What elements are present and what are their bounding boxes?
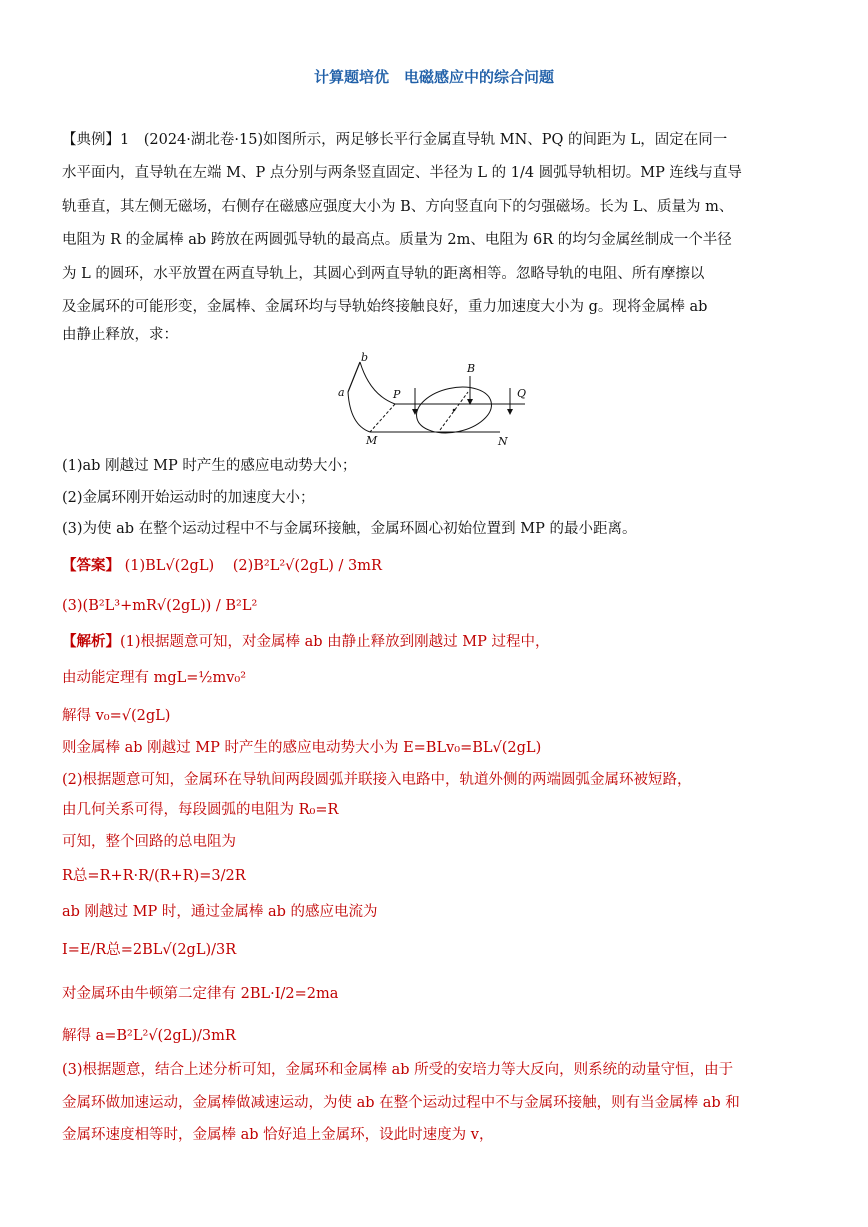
analysis-line-9: ab 刚越过 MP 时，通过金属棒 ab 的感应电流为 (62, 904, 378, 920)
answer-1: (1)BL√(2gL) (124, 558, 215, 574)
problem-line-6: 及金属环的可能形变，金属棒、金属环均与导轨始终接触良好，重力加速度大小为 g。现将金属棒 ab (62, 299, 708, 315)
question-1: (1)ab 刚越过 MP 时产生的感应电动势大小； (62, 458, 357, 474)
analysis-line-3: 解得 v₀=√(2gL) (62, 708, 171, 724)
label-p: P (393, 388, 401, 401)
label-n: N (498, 435, 508, 448)
label-b: b (361, 351, 369, 364)
analysis-line-6: 由几何关系可得，每段圆弧的电阻为 R₀=R (62, 802, 339, 818)
analysis-line-10: I=E/R总=2BL√(2gL)/3R (62, 942, 237, 958)
question-2: (2)金属环刚开始运动时的加速度大小； (62, 490, 315, 506)
answer-row (62, 556, 382, 576)
rod-ab (348, 362, 360, 392)
page-title: 计算题培优 电磁感应中的综合问题 (313, 68, 554, 86)
label-m: M (366, 434, 378, 447)
analysis-line-14: 金属环做加速运动，金属棒做减速运动，为使 ab 在整个运动过程中不与金属环接触，则有当金属棒 ab 和 (62, 1095, 740, 1111)
line-mp (370, 404, 395, 432)
answer-label: 【答案】 (62, 557, 120, 574)
arc-b (360, 362, 395, 404)
label-field-b: B (467, 362, 476, 375)
analysis-line-7: 可知，整个回路的总电阻为 (62, 834, 236, 850)
ring-center (453, 409, 456, 412)
problem-line-2: 水平面内，直导轨在左端 M、P 点分别与两条竖直固定、半径为 L 的 1/4 圆弧导轨相切。MP 连线与直导 (62, 165, 742, 181)
problem-line-5: 为 L 的圆环，水平放置在两直导轨上，其圆心到两直导轨的距离相等。忽略导轨的电阻、所有摩擦以 (62, 266, 705, 282)
answer-2: (2)B²L²√(2gL) / 3mR (232, 558, 382, 574)
label-a: a (338, 386, 345, 399)
analysis-line-15: 金属环速度相等时，金属棒 ab 恰好追上金属环，设此时速度为 v， (62, 1127, 494, 1143)
analysis-line-12: 解得 a=B²L²√(2gL)/3mR (62, 1028, 236, 1044)
analysis-line-11: 对金属环由牛顿第二定律有 2BL·I/2=2ma (62, 986, 339, 1002)
analysis-line-4: 则金属棒 ab 刚越过 MP 时产生的感应电动势大小为 E=BLv₀=BL√(2gL) (62, 740, 542, 756)
problem-line-7: 由静止释放，求： (62, 327, 178, 343)
question-3: (3)为使 ab 在整个运动过程中不与金属环接触，金属环圆心初始位置到 MP 的最小距离。 (62, 521, 637, 537)
problem-line-4: 电阻为 R 的金属棒 ab 跨放在两圆弧导轨的最高点。质量为 2m、电阻为 6R 的均匀金属丝制成一个半径 (62, 232, 732, 248)
analysis-line-5: (2)根据题意可知，金属环在导轨间两段圆弧并联接入电路中，轨道外侧的两端圆弧金属环被短路， (62, 772, 692, 788)
rail-diagram (330, 350, 550, 450)
analysis-line-1: 【解析】(1)根据题意可知，对金属棒 ab 由静止释放到刚越过 MP 过程中， (62, 633, 550, 650)
label-q: Q (517, 387, 527, 400)
analysis-line-13: (3)根据题意，结合上述分析可知，金属环和金属棒 ab 所受的安培力等大反向，则系统的动量守恒，由于 (62, 1062, 734, 1078)
arc-a (348, 392, 370, 432)
answer-3: (3)(B²L³+mR√(2gL)) / B²L² (62, 598, 258, 614)
analysis-line-8: R总=R+R·R/(R+R)=3/2R (62, 868, 246, 884)
analysis-label: 【解析】 (62, 633, 120, 650)
analysis-line-2: 由动能定理有 mgL=½mv₀² (62, 670, 247, 686)
problem-line-3: 轨垂直，其左侧无磁场，右侧存在磁感应强度大小为 B、方向竖直向下的匀强磁场。长为 L、质量为 m、 (62, 199, 734, 215)
problem-line-1: 【典例】1 (2024·湖北卷·15)如图所示，两足够长平行金属直导轨 MN、PQ 的间距为 L，固定在同一 (62, 132, 728, 148)
